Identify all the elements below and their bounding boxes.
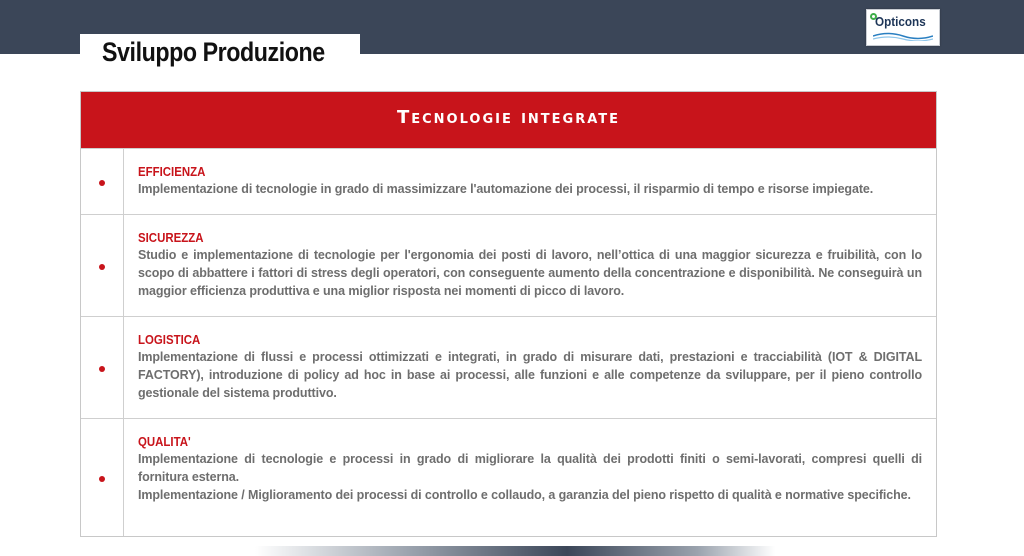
page-title-box — [80, 34, 360, 74]
row-content — [138, 433, 922, 504]
row-title: EFFICIENZA — [138, 164, 206, 179]
row-title: QUALITA' — [138, 434, 191, 449]
bullet-icon — [99, 180, 105, 186]
row-text: Implementazione di tecnologie e processi in grado di migliorare la qualità dei prodotti finiti o semi-lavorati, compresi quelli di fornitura esterna. — [138, 452, 922, 484]
row-text: Implementazione di tecnologie in grado di massimizzare l'automazione dei processi, il risparmio di tempo e risorse impiegate. — [138, 182, 874, 196]
row-content — [138, 229, 922, 300]
company-logo — [866, 9, 940, 46]
row-text: Implementazione di flussi e processi ottimizzati e integrati, in grado di misurare dati, prestazioni e tracciabilità (IOT & DIGITAL FACTORY), introduzione di policy ad hoc in base ai processi, alle funzioni e alle competenze da sviluppare, per il pieno controllo gestionale del sistema produttivo. — [138, 350, 922, 400]
row-text: Studio e implementazione di tecnologie per l'ergonomia dei posti di lavoro, nell’ottica di una maggior sicurezza e fruibilità, con lo scopo di abbattere i fattori di stress degli operatori, con conseguente aumento della concentrazione e disponibilità. Ne conseguirà un maggior efficienza produttiva e una miglior risposta nei momenti di picco di lavoro. — [138, 248, 922, 298]
row-text: Implementazione / Miglioramento dei processi di controllo e collaudo, a garanzia del pieno rispetto di qualità e normative specifiche. — [138, 488, 911, 502]
row-divider — [123, 419, 124, 536]
logo-text: Opticons — [875, 14, 926, 29]
row-divider — [123, 215, 124, 316]
bullet-icon — [99, 366, 105, 372]
footer-decoration — [255, 546, 775, 556]
row-content — [138, 163, 922, 198]
bullet-icon — [99, 476, 105, 482]
row-divider — [123, 149, 124, 214]
page-title: Sviluppo Produzione — [102, 37, 325, 67]
list-item-logistica — [81, 316, 936, 418]
panel-header-title: Tecnologie integrate — [396, 107, 621, 128]
row-title: SICUREZZA — [138, 230, 204, 245]
row-title: LOGISTICA — [138, 332, 201, 347]
row-content — [138, 331, 922, 402]
panel-header — [81, 92, 936, 148]
list-item-qualita — [81, 418, 936, 536]
logo-wave-icon — [873, 31, 933, 41]
list-item-efficienza — [81, 148, 936, 214]
list-item-sicurezza — [81, 214, 936, 316]
row-divider — [123, 317, 124, 418]
bullet-icon — [99, 264, 105, 270]
technologies-panel — [80, 91, 937, 537]
